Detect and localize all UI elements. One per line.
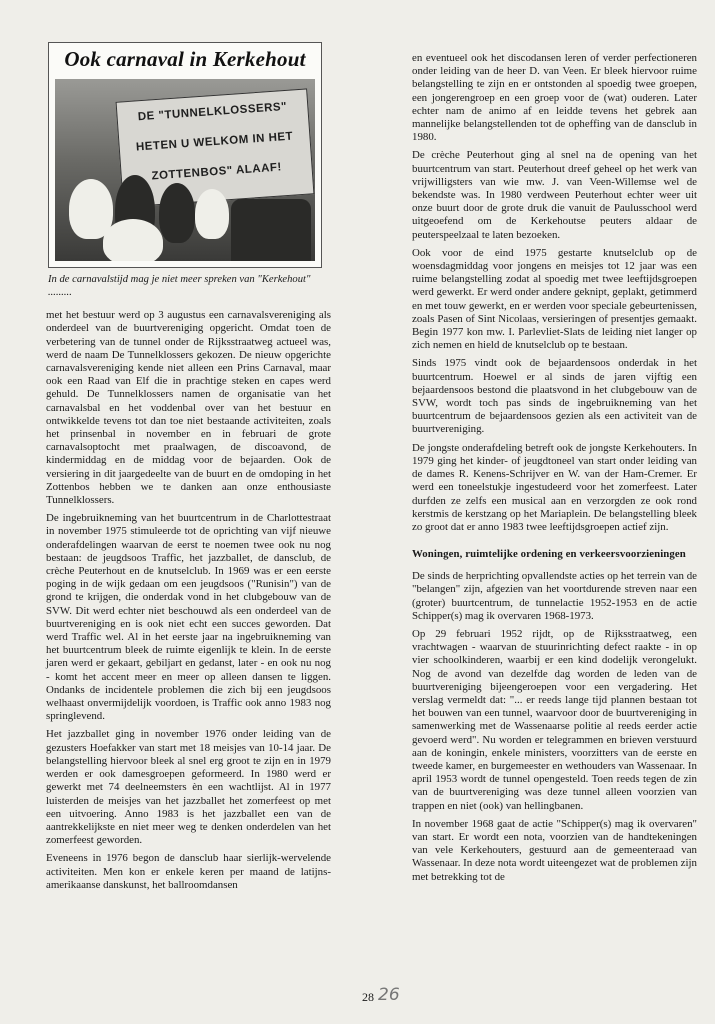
right-column xyxy=(412,52,697,889)
right-paragraph-1: en eventueel ook het discodansen leren of verder perfectioneren onder leiding van de heer D. van Veen. Er bleek hiervoor ruime belangstelling te zijn en er ontstonden al spoedig twee groepen, een jongerengroep en een groep voor de (wat) ouderen. Later echter nam de animo af en leidde tevens het gebrek aan mannelijke belangstellenden tot de opheffing van de dansclub in 1980. xyxy=(412,52,697,144)
sign-line-2: HETEN U WELKOM IN HET xyxy=(135,130,294,154)
left-paragraph-4: Eveneens in 1976 begon de dansclub haar sierlijk-wervelende activiteiten. Men kon er enkele keren per maand de latijns-amerikaanse danskunst, het ballroomdansen xyxy=(46,852,331,891)
photo-figure-child-4 xyxy=(195,189,229,239)
photo-caption: In de carnavalstijd mag je niet meer spreken van "Kerkehout" ......... xyxy=(48,274,311,298)
right-paragraph-2: De crèche Peuterhout ging al snel na de opening van het buurtcentrum van start. Peuterhout dreef geheel op het werk van vrijwilligsters van wie mw. J. van Veen-Willemse wel de bekendste was. In 1980 verdween Peuterhout echter weer uit onze buurt door de grote druk die vanuit de Paulusschool werd uitgeoefend om de Kerkehoutse peuters aldaar de peuterspeelzaal te laten bezoeken. xyxy=(412,149,697,241)
photo-crowd-right xyxy=(231,199,311,261)
carnival-photo xyxy=(55,79,315,261)
photo-figure-girl xyxy=(103,219,163,261)
right-paragraph-5: De jongste onderafdeling betreft ook de jongste Kerkehouters. In 1979 ging het kinder- of jeugdtoneel van start onder leiding van de dames R. Kenens-Schrijver en W. van der Ham-Cremer. Er werd een toneelstukje ingestudeerd voor het zomerfeest. Later durfden ze zelfs een musical aan en verzorgden ze ook rond kerstmis de kerstzang op het Mariaplein. De belangstelling bleek zo groot dat er anno 1983 twee leeftijdsgroepen actief zijn. xyxy=(412,441,697,533)
left-paragraph-2: De ingebruikneming van het buurtcentrum in de Charlottestraat in november 1975 stimuleerde tot de oprichting van vijf nieuwe onderafdelingen waarvan de eerst te noemen twee ook nu nog bestaan: de jeugdsoos Traffic, het jazzballet, de dansclub, de crèche Peuterhout en de knutselclub. In 1969 was er een eerste poging in de wijk gedaan om een jeugdsoos ("Runisin") van de grond te krijgen, die onderdak vond in het clubgebouw van de SVW. Dit werd echter niet beschouwd als een onderdeel van de buurtvereniging en is ook niet echt een succes geworden. Dat werd Traffic wel. Al in het eerste jaar na ingebruikneming van het buurtcentrum bleek de ruimte eigenlijk te klein. In de eerste jaren werd er gekaart, gebiljart en gedanst, later - en ook nu nog - komt het accent meer en meer op alleen dansen te liggen. Ondanks de incidentele problemen die zich bij een jeugdsoos welhaast onvermijdelijk voordoen, is Traffic ook anno 1983 nog springlevend. xyxy=(46,512,331,723)
page-number: 28 xyxy=(362,990,374,1004)
left-column xyxy=(46,42,331,897)
right-paragraph-6: De sinds de herprichting opvallendste acties op het terrein van de "belangen" zijn, afgezien van het voortdurende streven naar een (groter) buurtcentrum, de tunnelactie 1952-1953 en de actie Schipper(s) mag ik overvaren 1968-1973. xyxy=(412,570,697,622)
left-paragraph-3: Het jazzballet ging in november 1976 onder leiding van de gezusters Hoefakker van start met 18 meisjes van 10-14 jaar. De belangstelling hiervoor bleek al snel erg groot te zijn en in 1979 werden er ook damesgroepen geformeerd. In 1980 werd er gewerkt met 74 deelneemsters èn een wachtlijst. Al in 1977 luisterden de meisjes van het jazzballet het zomerfeest op met een uitvoering. Anno 1983 is het jazzballet een van de aantrekkelijkste en niet meer weg te denken onderdelen van het zomerfeest geworden. xyxy=(46,728,331,847)
left-paragraph-1: met het bestuur werd op 3 augustus een carnavalsvereniging als onderdeel van de buurtvereniging opgericht. Omdat toen de verbetering van de tunnel onder de Rijksstraatweg actueel was, werd de naam De Tunnelklossers gekozen. De nieuw opgerichte carnavalsvereniging kende niet alleen een Prins Carnaval, maar ook een Raad van Elf die in prachtige steken en capes werd gehuld. De Tunnelklossers namen de organisatie van het carnavalsbal en het voddenbal over van het bestuur en ontwikkelde tevens tot dan toe niet bestaande activiteiten, zoals het prinsenbal in november en in februari de grote carnavalsoptocht met praalwagen, de discoavond, de kindermiddag en de middag voor de bejaarden. Ook de versiering in dit jaargedeelte van de buurt en de omdoping in het Zottenbos hebben we te danken aan onze enthousiaste Tunnelklossers. xyxy=(46,309,331,507)
section-heading: Woningen, ruimtelijke ordening en verkeersvoorzieningen xyxy=(412,548,686,561)
article-title: Ook carnaval in Kerkehout xyxy=(64,47,306,71)
right-paragraph-8: In november 1968 gaat de actie "Schipper(s) mag ik overvaren" van start. Er wordt een nota, voorzien van de handtekeningen van vele Kerkehouters, gestuurd aan de gemeenteraad van Wassenaar. In deze nota wordt uiteengezet wat de problemen zijn met betrekking tot de xyxy=(412,817,697,883)
sign-line-3: ZOTTENBOS" ALAAF! xyxy=(151,161,283,183)
article-header-box xyxy=(48,42,322,268)
sign-line-1: DE "TUNNELKLOSSERS" xyxy=(137,100,288,124)
right-paragraph-7: Op 29 februari 1952 rijdt, op de Rijksstraatweg, een vrachtwagen - waarvan de stuurinrichting defect raakte - in op vier schoolkinderen, waarbij er een kind dodelijk verongelukt. Nog de avond van dezelfde dag worden de leden van de buurtvereniging bijeengeroepen voor een vergadering. Het verslag vermeldt dat: "... er reeds lange tijd plannen bestaan tot het bouwen van een tunnel, waarvoor door de buurtvereniging in samenwerking met de Wassenaarse politie al reeds eerder actie gevoerd werd". Nu worden er telegrammen en brieven verstuurd aan de koningin, enkele ministers, voorzitters van de eerste en tweede kamer, en burgemeester en wethouders van Wassenaar. In april 1953 wordt de tunnel opengesteld. Toen reeds tegen de zin van de buurtvereniging was deze tunnel alleen voorzien van trappen en niet (ook) van hellingbanen. xyxy=(412,627,697,812)
handwritten-page-number: 26 xyxy=(378,985,400,1005)
right-paragraph-4: Sinds 1975 vindt ook de bejaardensoos onderdak in het buurtcentrum. Hoewel er al sinds de jaren vijftig een bejaardensoos bestond die plaatsvond in het clubgebouw van de SVW, wordt toch pas sinds de ingebruikneming van het buurtcentrum de bejaardensoos gezien als een activiteit van de buurtvereniging. xyxy=(412,357,697,436)
right-paragraph-3: Ook voor de eind 1975 gestarte knutselclub op de woensdagmiddag voor jongens en meisjes tot 12 jaar was een ruime belangstelling zodat al spoedig met twee leeftijdsgroepen werd gewerkt. Er werd onder andere geknipt, geplakt, getimmerd en met touw gewerkt, en er werden voor speciale gebeurtenissen, zoals Pasen of Sint Nicolaas, versieringen of presentjes gemaakt. Begin 1977 kon mw. I. Parlevliet-Slats de leiding niet langer op zich nemen en hield de knutselclub op te bestaan. xyxy=(412,246,697,352)
photo-figure-child-3 xyxy=(159,183,195,243)
